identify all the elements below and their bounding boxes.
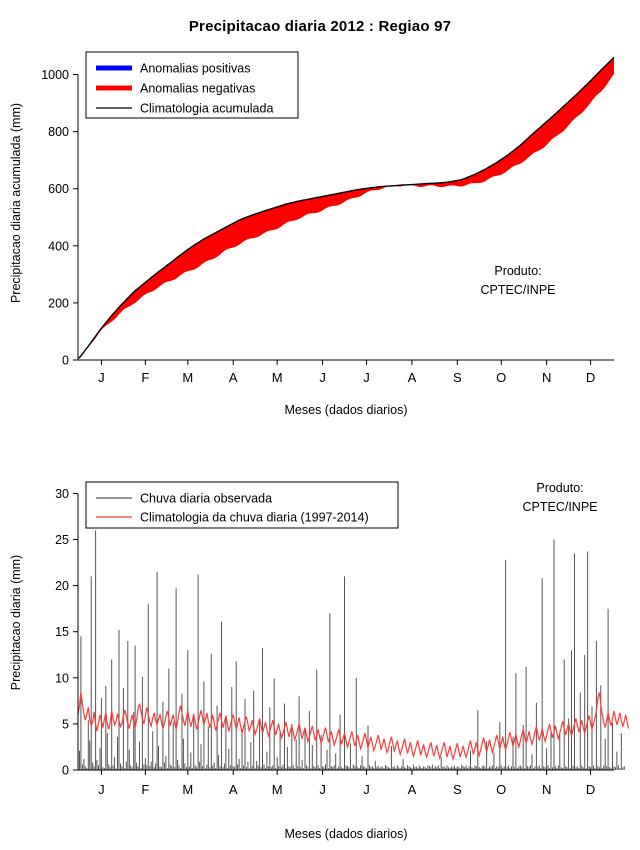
svg-text:10: 10	[55, 671, 69, 686]
svg-text:5: 5	[62, 717, 69, 732]
svg-text:200: 200	[48, 296, 69, 311]
svg-text:0: 0	[62, 353, 69, 368]
svg-text:O: O	[496, 370, 507, 385]
svg-text:M: M	[182, 370, 194, 385]
svg-text:A: A	[228, 370, 238, 385]
svg-text:Climatologia acumulada: Climatologia acumulada	[140, 101, 274, 116]
svg-text:J: J	[363, 782, 370, 797]
svg-text:J: J	[98, 370, 105, 385]
page-title: Precipitacao diaria 2012 : Regiao 97	[188, 18, 452, 35]
svg-text:J: J	[319, 370, 326, 385]
svg-text:Chuva diaria observada: Chuva diaria observada	[140, 491, 273, 506]
produto-label	[480, 264, 555, 297]
svg-text:25: 25	[55, 533, 69, 548]
daily-chart	[0, 430, 640, 850]
svg-text:D: D	[585, 370, 596, 385]
svg-text:M: M	[271, 782, 283, 797]
svg-text:400: 400	[48, 239, 69, 254]
legend	[86, 482, 398, 528]
svg-text:J: J	[319, 782, 326, 797]
svg-text:0: 0	[62, 763, 69, 778]
daily-chart-svg	[0, 430, 640, 850]
svg-text:30: 30	[55, 486, 69, 501]
svg-text:O: O	[496, 782, 507, 797]
legend	[86, 52, 298, 118]
svg-text:F: F	[141, 782, 150, 797]
svg-text:S: S	[452, 782, 462, 797]
svg-text:Produto:: Produto:	[536, 481, 584, 495]
svg-text:M: M	[182, 782, 194, 797]
svg-text:Meses (dados diarios): Meses (dados diarios)	[284, 827, 408, 841]
svg-text:J: J	[98, 782, 105, 797]
svg-text:M: M	[271, 370, 283, 385]
svg-text:A: A	[228, 782, 238, 797]
svg-text:600: 600	[48, 182, 69, 197]
svg-text:15: 15	[55, 625, 69, 640]
svg-text:1000: 1000	[41, 68, 69, 83]
svg-text:A: A	[407, 782, 417, 797]
svg-text:N: N	[541, 782, 552, 797]
daily-climatology-line	[78, 693, 629, 759]
svg-text:S: S	[452, 370, 462, 385]
svg-text:Meses (dados diarios): Meses (dados diarios)	[284, 403, 408, 417]
svg-text:J: J	[363, 370, 370, 385]
produto-label	[522, 481, 597, 514]
svg-text:F: F	[141, 370, 150, 385]
svg-text:20: 20	[55, 579, 69, 594]
svg-text:D: D	[585, 782, 596, 797]
svg-text:CPTEC/INPE: CPTEC/INPE	[522, 500, 598, 514]
svg-text:Anomalias positivas: Anomalias positivas	[140, 61, 251, 76]
svg-text:800: 800	[48, 125, 69, 140]
svg-text:CPTEC/INPE: CPTEC/INPE	[480, 283, 556, 297]
svg-text:N: N	[541, 370, 552, 385]
svg-text:Produto:: Produto:	[494, 264, 542, 278]
svg-text:Climatologia da chuva diaria (: Climatologia da chuva diaria (1997-2014)	[140, 510, 369, 525]
svg-text:Anomalias negativas: Anomalias negativas	[140, 81, 256, 96]
axes	[55, 487, 614, 797]
svg-text:A: A	[407, 370, 417, 385]
svg-text:Precipitacao diaria (mm): Precipitacao diaria (mm)	[9, 554, 23, 691]
svg-text:Precipitacao diaria acumulada: Precipitacao diaria acumulada (mm)	[9, 102, 23, 304]
